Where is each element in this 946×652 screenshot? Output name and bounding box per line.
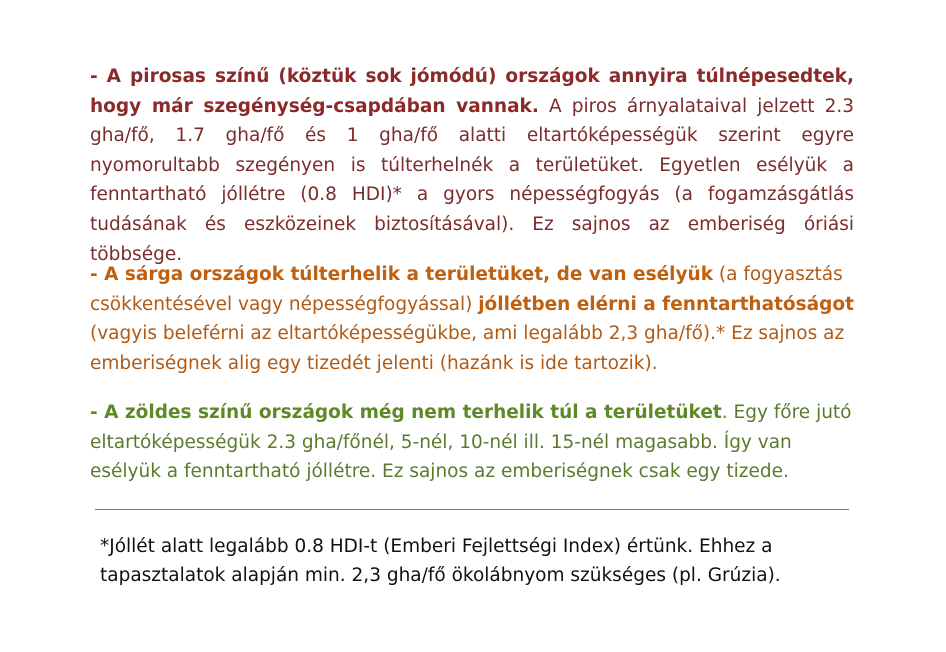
- paragraph-yellow-heading: - A sárga országok túlterhelik a területüket, de van esélyük: [90, 264, 714, 285]
- paragraph-yellow-body-1: (a fogyasztás csökkentésével vagy népességfogyással): [90, 264, 843, 315]
- footnote: *Jóllét alatt legalább 0.8 HDI-t (Emberi Fejlettségi Index) értünk. Ehhez a tapasztalatok alapján min. 2,3 gha/fő ökolábnyom szükséges (pl. Grúzia).: [100, 536, 781, 586]
- paragraph-yellow-countries: [90, 260, 860, 378]
- paragraph-yellow-highlight: jóllétben elérni a fenntarthatóságot: [478, 293, 854, 315]
- paragraph-green-heading: - A zöldes színű országok még nem terhelik túl a területüket: [90, 402, 722, 423]
- paragraph-red-countries: [90, 62, 854, 269]
- paragraph-green-countries: [90, 398, 860, 487]
- paragraph-red-heading: - A pirosas színű (köztük sok jómódú) országok annyira túlnépesedtek, hogy már szegénység-csapdában vannak.: [90, 66, 854, 117]
- paragraph-yellow-body-2: (vagyis beleférni az eltartóképességükbe, ami legalább 2,3 gha/fő).* Ez sajnos az emberiségnek alig egy tizedét jelenti (hazánk is ide tartozik).: [90, 323, 845, 374]
- footnote-divider: [95, 509, 849, 510]
- paragraph-green-body: . Egy főre jutó eltartóképességük 2.3 gha/főnél, 5-nél, 10-nél ill. 15-nél magasabb. Így van esélyük a fenntartható jóllétre. Ez sajnos az emberiségnek csak egy tizede.: [90, 402, 852, 483]
- paragraph-red-body: A piros árnyalataival jelzett 2.3 gha/fő, 1.7 gha/fő és 1 gha/fő alatti eltartóképességük szerint egyre nyomorultabb szegényen is túlterhelnék a területüket. Egyetlen esélyük a fenntartható jóllétre (0.8 HDI)* a gyors népességfogyás (a fogamzásgátlás tudásának és eszközeinek biztosításával). Ez sajnos az emberiség óriási többsége.: [90, 95, 854, 265]
